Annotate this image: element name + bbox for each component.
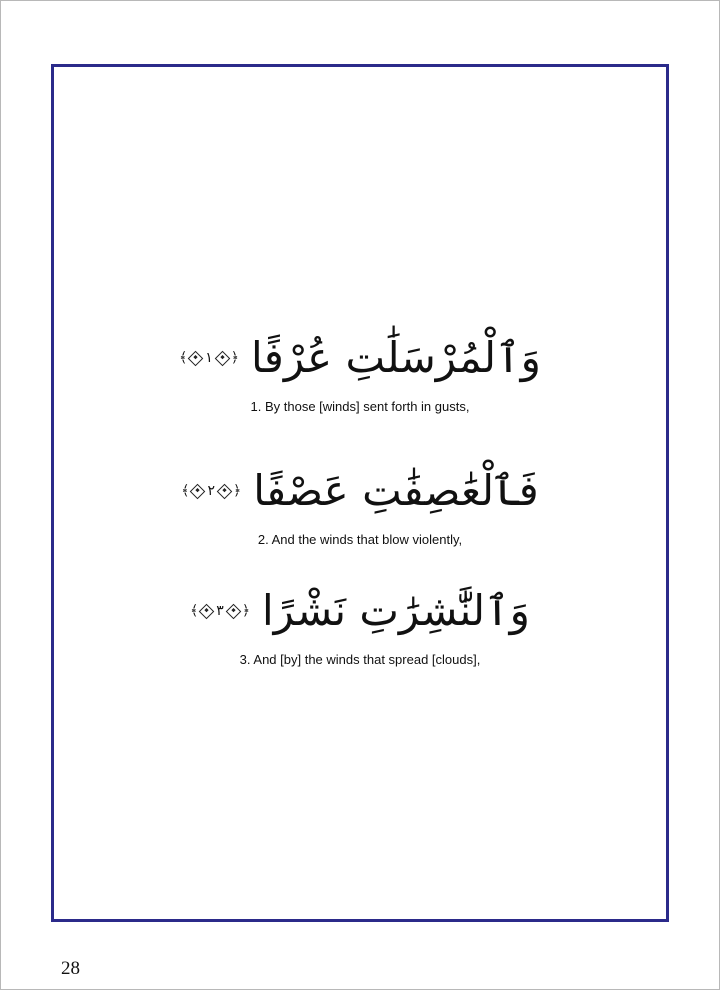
arabic-verse-line xyxy=(54,580,666,642)
diamond-ornament-icon xyxy=(199,603,215,619)
diamond-ornament-icon xyxy=(190,483,206,499)
ornament-bracket-close-icon: ﴾ xyxy=(181,483,190,499)
ornament-bracket-close-icon: ﴾ xyxy=(179,350,188,366)
verse-block xyxy=(54,327,666,414)
verse-number-marker xyxy=(179,350,239,366)
verse-translation: 2. And the winds that blow violently, xyxy=(257,532,463,547)
verse-block xyxy=(54,460,666,547)
arabic-verse-line xyxy=(54,327,666,389)
verse-block xyxy=(54,580,666,667)
ornament-bracket-close-icon: ﴾ xyxy=(190,603,199,619)
diamond-ornament-icon xyxy=(217,483,233,499)
verse-number-marker xyxy=(181,483,241,499)
arabic-verse-line xyxy=(54,460,666,522)
ornament-bracket-open-icon: ﴿ xyxy=(233,483,242,499)
arabic-verse-text: وَٱلْمُرْسَلَٰتِ عُرْفًا xyxy=(251,333,541,382)
ornament-bracket-open-icon: ﴿ xyxy=(230,350,239,366)
arabic-verse-text: فَٱلْعَٰصِفَٰتِ عَصْفًا xyxy=(253,466,539,515)
diamond-ornament-icon xyxy=(215,350,231,366)
verse-translation: 3. And [by] the winds that spread [clouds], xyxy=(239,652,481,667)
verse-number: ١ xyxy=(205,350,213,366)
page-frame xyxy=(51,64,669,922)
diamond-ornament-icon xyxy=(226,603,242,619)
arabic-verse-text: وَٱلنَّٰشِرَٰتِ نَشْرًا xyxy=(262,586,530,635)
diamond-ornament-icon xyxy=(188,350,204,366)
verse-number-marker xyxy=(190,603,250,619)
verse-translation: 1. By those [winds] sent forth in gusts, xyxy=(250,399,470,414)
verse-number: ٢ xyxy=(207,483,215,499)
verse-number: ٣ xyxy=(216,603,224,619)
page-number: 28 xyxy=(61,958,80,979)
ornament-bracket-open-icon: ﴿ xyxy=(241,603,251,619)
